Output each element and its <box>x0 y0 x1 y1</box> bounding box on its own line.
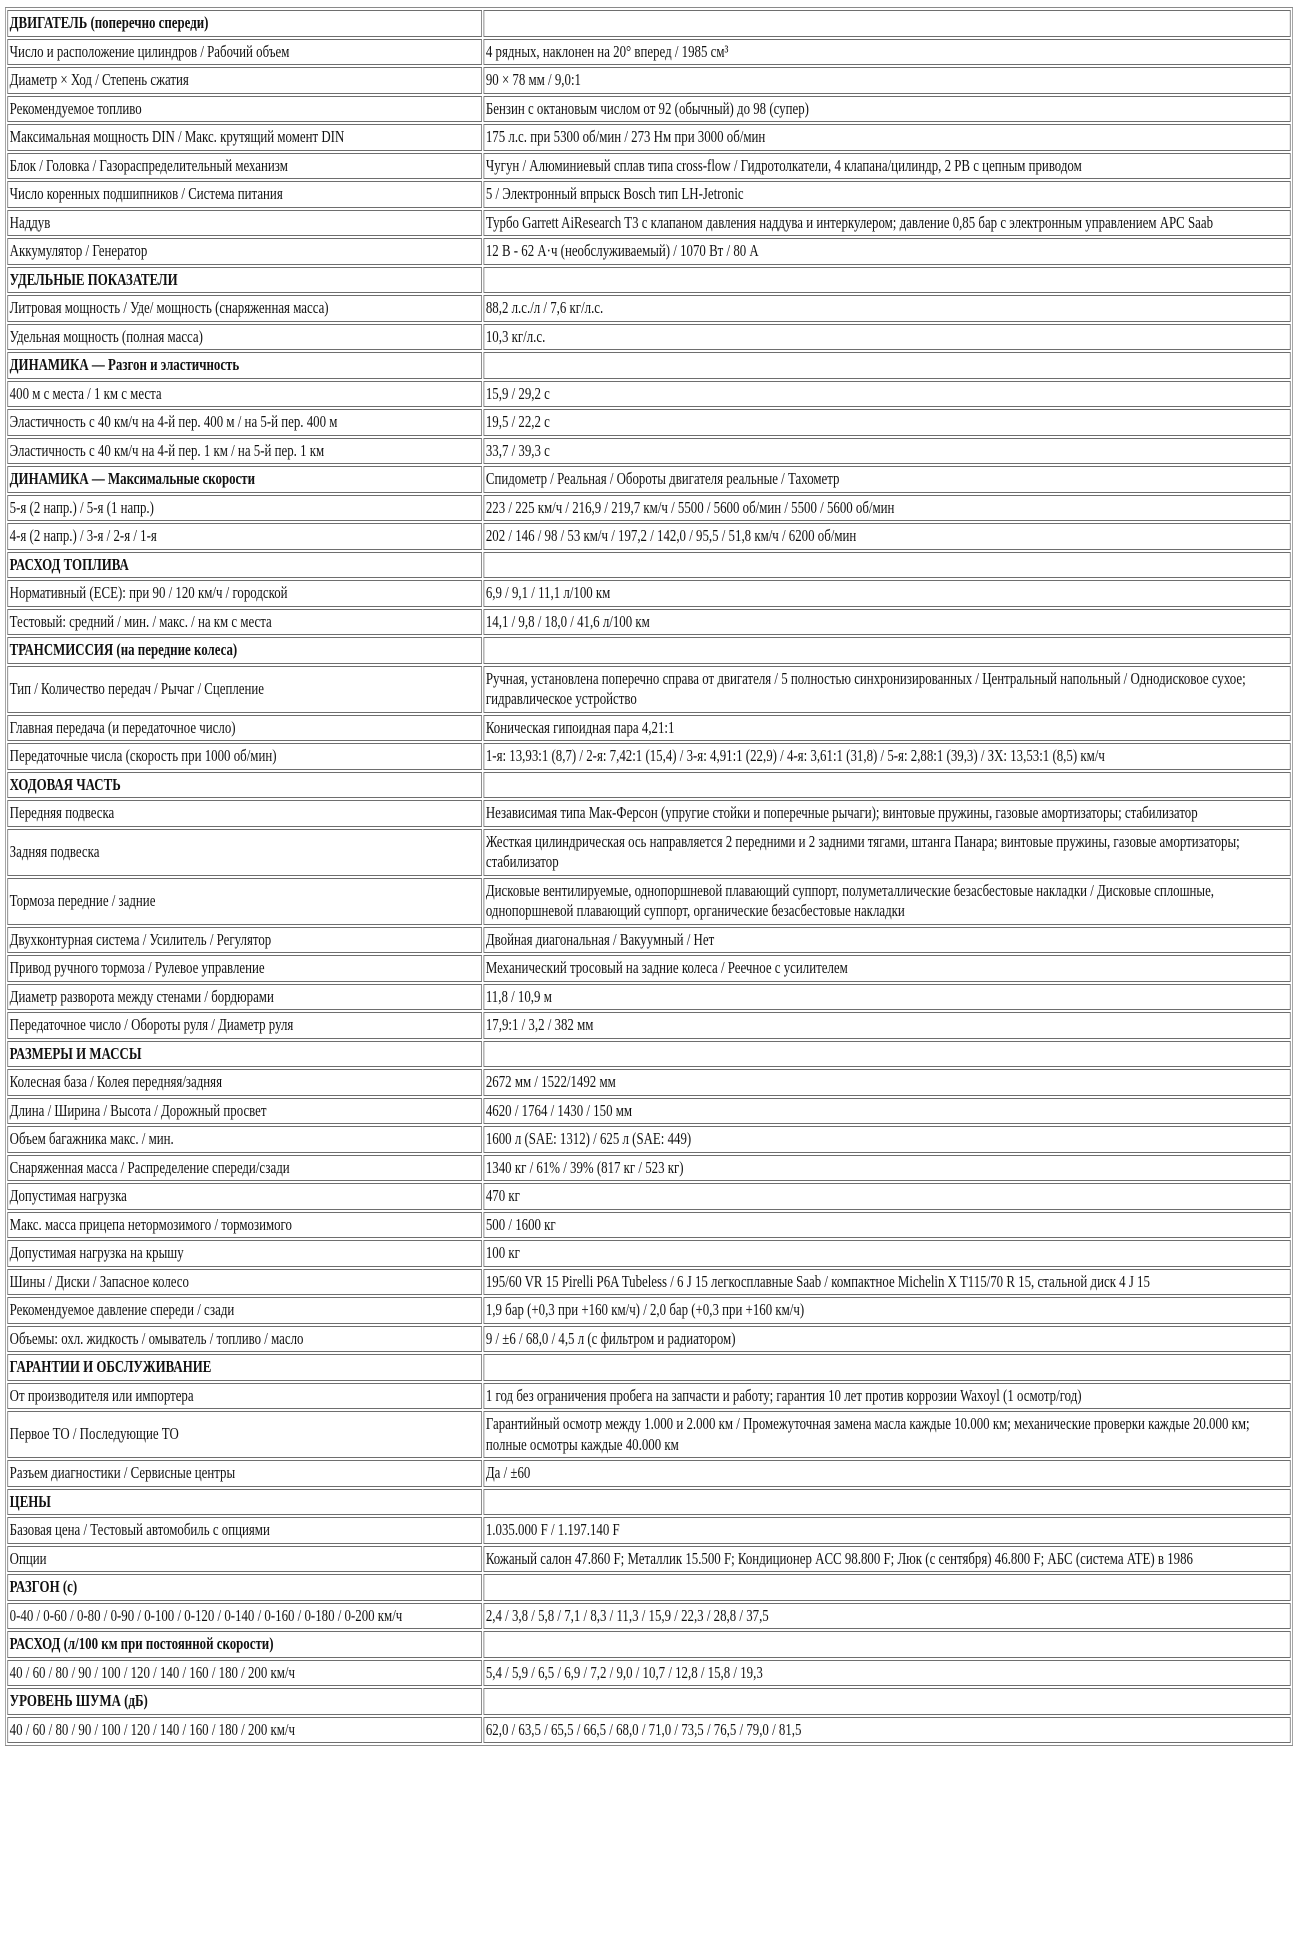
spec-label: Допустимая нагрузка <box>7 1183 482 1210</box>
section-title: ГАРАНТИИ И ОБСЛУЖИВАНИЕ <box>7 1354 482 1381</box>
spec-label: Максимальная мощность DIN / Макс. крутящий момент DIN <box>7 124 482 151</box>
spec-value: 1,9 бар (+0,3 при +160 км/ч) / 2,0 бар (+0,3 при +160 км/ч) <box>484 1297 1291 1324</box>
spec-row <box>7 1546 1290 1573</box>
spec-row <box>7 1383 1290 1410</box>
section-value <box>484 1041 1291 1068</box>
spec-label: Опции <box>7 1546 482 1573</box>
spec-label: 400 м с места / 1 км с места <box>7 381 482 408</box>
spec-label: Число коренных подшипников / Система питания <box>7 181 482 208</box>
spec-value: 1600 л (SAE: 1312) / 625 л (SAE: 449) <box>484 1126 1291 1153</box>
spec-value: 100 кг <box>484 1240 1291 1267</box>
spec-row <box>7 878 1290 925</box>
spec-value: 17,9:1 / 3,2 / 382 мм <box>484 1012 1291 1039</box>
spec-row <box>7 829 1290 876</box>
spec-value: 33,7 / 39,3 с <box>484 438 1291 465</box>
spec-row <box>7 1012 1290 1039</box>
spec-row <box>7 381 1290 408</box>
spec-value: Бензин с октановым числом от 92 (обычный) до 98 (супер) <box>484 96 1291 123</box>
section-value: Спидометр / Реальная / Обороты двигателя реальные / Тахометр <box>484 466 1291 493</box>
spec-label: Передаточное число / Обороты руля / Диаметр руля <box>7 1012 482 1039</box>
spec-row <box>7 715 1290 742</box>
spec-value: 14,1 / 9,8 / 18,0 / 41,6 л/100 км <box>484 609 1291 636</box>
spec-value: 2672 мм / 1522/1492 мм <box>484 1069 1291 1096</box>
section-header-row <box>7 352 1290 379</box>
spec-label: Тормоза передние / задние <box>7 878 482 925</box>
spec-row <box>7 955 1290 982</box>
spec-label: Рекомендуемое топливо <box>7 96 482 123</box>
spec-value: 1340 кг / 61% / 39% (817 кг / 523 кг) <box>484 1155 1291 1182</box>
spec-value: Двойная диагональная / Вакуумный / Нет <box>484 927 1291 954</box>
section-title: ХОДОВАЯ ЧАСТЬ <box>7 772 482 799</box>
spec-row <box>7 1660 1290 1687</box>
spec-value: 500 / 1600 кг <box>484 1212 1291 1239</box>
spec-value: 4620 / 1764 / 1430 / 150 мм <box>484 1098 1291 1125</box>
spec-row <box>7 1240 1290 1267</box>
spec-value: 10,3 кг/л.с. <box>484 324 1291 351</box>
spec-value: Механический тросовый на задние колеса / Реечное с усилителем <box>484 955 1291 982</box>
spec-row <box>7 96 1290 123</box>
spec-label: Передняя подвеска <box>7 800 482 827</box>
spec-label: Аккумулятор / Генератор <box>7 238 482 265</box>
spec-value: Дисковые вентилируемые, однопоршневой плавающий суппорт, полуметаллические безасбестовые накладки / Дисковые сплошные, однопоршневой плавающий суппорт, органические безасбестовые накладки <box>484 878 1291 925</box>
section-title: ДИНАМИКА — Разгон и эластичность <box>7 352 482 379</box>
section-title: ДИНАМИКА — Максимальные скорости <box>7 466 482 493</box>
spec-value: 11,8 / 10,9 м <box>484 984 1291 1011</box>
spec-value: 90 × 78 мм / 9,0:1 <box>484 67 1291 94</box>
spec-row <box>7 1411 1290 1458</box>
spec-row <box>7 39 1290 66</box>
spec-label: Эластичность с 40 км/ч на 4-й пер. 400 м / на 5-й пер. 400 м <box>7 409 482 436</box>
spec-value: 15,9 / 29,2 с <box>484 381 1291 408</box>
spec-row <box>7 1460 1290 1487</box>
section-value <box>484 267 1291 294</box>
spec-row <box>7 609 1290 636</box>
spec-label: Первое ТО / Последующие ТО <box>7 1411 482 1458</box>
spec-label: Передаточные числа (скорость при 1000 об/мин) <box>7 743 482 770</box>
spec-row <box>7 495 1290 522</box>
spec-label: Базовая цена / Тестовый автомобиль с опциями <box>7 1517 482 1544</box>
spec-value: 9 / ±6 / 68,0 / 4,5 л (с фильтром и радиатором) <box>484 1326 1291 1353</box>
spec-label: 0-40 / 0-60 / 0-80 / 0-90 / 0-100 / 0-120 / 0-140 / 0-160 / 0-180 / 0-200 км/ч <box>7 1603 482 1630</box>
spec-value: Независимая типа Мак-Ферсон (упругие стойки и поперечные рычаги); винтовые пружины, газовые амортизаторы; стабилизатор <box>484 800 1291 827</box>
spec-value: 1 год без ограничения пробега на запчасти и работу; гарантия 10 лет против коррозии Waxoyl (1 осмотр/год) <box>484 1383 1291 1410</box>
section-title: ДВИГАТЕЛЬ (поперечно спереди) <box>7 10 482 37</box>
spec-row <box>7 1069 1290 1096</box>
spec-label: Двухконтурная система / Усилитель / Регулятор <box>7 927 482 954</box>
spec-label: 5-я (2 напр.) / 5-я (1 напр.) <box>7 495 482 522</box>
spec-value: 6,9 / 9,1 / 11,1 л/100 км <box>484 580 1291 607</box>
spec-row <box>7 295 1290 322</box>
spec-value: 88,2 л.с./л / 7,6 кг/л.с. <box>484 295 1291 322</box>
spec-value: 175 л.с. при 5300 об/мин / 273 Нм при 3000 об/мин <box>484 124 1291 151</box>
spec-label: От производителя или импортера <box>7 1383 482 1410</box>
spec-label: Разъем диагностики / Сервисные центры <box>7 1460 482 1487</box>
spec-value: 62,0 / 63,5 / 65,5 / 66,5 / 68,0 / 71,0 / 73,5 / 76,5 / 79,0 / 81,5 <box>484 1717 1291 1744</box>
spec-label: 4-я (2 напр.) / 3-я / 2-я / 1-я <box>7 523 482 550</box>
spec-row <box>7 1717 1290 1744</box>
spec-row <box>7 438 1290 465</box>
spec-label: Объем багажника макс. / мин. <box>7 1126 482 1153</box>
section-header-row <box>7 1489 1290 1516</box>
spec-value: Жесткая цилиндрическая ось направляется 2 передними и 2 задними тягами, штанга Панара; винтовые пружины, газовые амортизаторы; стабилизатор <box>484 829 1291 876</box>
spec-row <box>7 1517 1290 1544</box>
spec-value: 1.035.000 F / 1.197.140 F <box>484 1517 1291 1544</box>
spec-label: Блок / Головка / Газораспределительный механизм <box>7 153 482 180</box>
spec-label: Главная передача (и передаточное число) <box>7 715 482 742</box>
section-value <box>484 552 1291 579</box>
section-header-row <box>7 1631 1290 1658</box>
spec-row <box>7 124 1290 151</box>
section-header-row <box>7 267 1290 294</box>
spec-row <box>7 1326 1290 1353</box>
spec-label: Диаметр × Ход / Степень сжатия <box>7 67 482 94</box>
spec-row <box>7 580 1290 607</box>
spec-row <box>7 210 1290 237</box>
spec-label: Тестовый: средний / мин. / макс. / на км с места <box>7 609 482 636</box>
spec-label: Удельная мощность (полная масса) <box>7 324 482 351</box>
spec-value: 2,4 / 3,8 / 5,8 / 7,1 / 8,3 / 11,3 / 15,9 / 22,3 / 28,8 / 37,5 <box>484 1603 1291 1630</box>
spec-row <box>7 1183 1290 1210</box>
spec-label: Объемы: охл. жидкость / омыватель / топливо / масло <box>7 1326 482 1353</box>
spec-row <box>7 1603 1290 1630</box>
spec-row <box>7 523 1290 550</box>
spec-row <box>7 800 1290 827</box>
section-title: РАСХОД ТОПЛИВА <box>7 552 482 579</box>
spec-label: Наддув <box>7 210 482 237</box>
specifications-table <box>5 7 1293 1746</box>
spec-label: Рекомендуемое давление спереди / сзади <box>7 1297 482 1324</box>
spec-label: Шины / Диски / Запасное колесо <box>7 1269 482 1296</box>
section-value <box>484 352 1291 379</box>
section-title: ТРАНСМИССИЯ (на передние колеса) <box>7 637 482 664</box>
spec-row <box>7 238 1290 265</box>
spec-label: Допустимая нагрузка на крышу <box>7 1240 482 1267</box>
section-header-row <box>7 772 1290 799</box>
spec-label: Привод ручного тормоза / Рулевое управление <box>7 955 482 982</box>
spec-value: Кожаный салон 47.860 F; Металлик 15.500 F; Кондиционер ACC 98.800 F; Люк (с сентября) 46.800 F; АБС (система ATE) в 1986 <box>484 1546 1291 1573</box>
spec-row <box>7 927 1290 954</box>
spec-value: Гарантийный осмотр между 1.000 и 2.000 км / Промежуточная замена масла каждые 10.000 км; механические проверки каждые 20.000 км; полные осмотры каждые 40.000 км <box>484 1411 1291 1458</box>
section-title: УРОВЕНЬ ШУМА (дБ) <box>7 1688 482 1715</box>
section-header-row <box>7 1574 1290 1601</box>
spec-row <box>7 1126 1290 1153</box>
spec-value: 202 / 146 / 98 / 53 км/ч / 197,2 / 142,0 / 95,5 / 51,8 км/ч / 6200 об/мин <box>484 523 1291 550</box>
section-header-row <box>7 1354 1290 1381</box>
spec-value: Турбо Garrett AiResearch T3 с клапаном давления наддува и интеркулером; давление 0,85 бар с электронным управлением APC Saab <box>484 210 1291 237</box>
spec-row <box>7 153 1290 180</box>
spec-value: Чугун / Алюминиевый сплав типа cross-flow / Гидротолкатели, 4 клапана/цилиндр, 2 РВ с цепным приводом <box>484 153 1291 180</box>
spec-row <box>7 1098 1290 1125</box>
spec-value: 1-я: 13,93:1 (8,7) / 2-я: 7,42:1 (15,4) / 3-я: 4,91:1 (22,9) / 4-я: 3,61:1 (31,8) / 5-я: 2,88:1 (39,3) / ЗХ: 13,53:1 (8,5) км/ч <box>484 743 1291 770</box>
spec-row <box>7 409 1290 436</box>
section-title: УДЕЛЬНЫЕ ПОКАЗАТЕЛИ <box>7 267 482 294</box>
spec-sheet <box>5 7 1291 1746</box>
spec-value: 12 В - 62 А·ч (необслуживаемый) / 1070 Вт / 80 А <box>484 238 1291 265</box>
section-value <box>484 637 1291 664</box>
spec-value: 19,5 / 22,2 с <box>484 409 1291 436</box>
spec-value: Ручная, установлена поперечно справа от двигателя / 5 полностью синхронизированных / Центральный напольный / Однодисковое сухое; гидравлическое устройство <box>484 666 1291 713</box>
section-value <box>484 1631 1291 1658</box>
spec-row <box>7 1297 1290 1324</box>
spec-label: Макс. масса прицепа нетормозимого / тормозимого <box>7 1212 482 1239</box>
spec-value: 5 / Электронный впрыск Bosch тип LH-Jetronic <box>484 181 1291 208</box>
spec-label: 40 / 60 / 80 / 90 / 100 / 120 / 140 / 160 / 180 / 200 км/ч <box>7 1717 482 1744</box>
spec-label: Колесная база / Колея передняя/задняя <box>7 1069 482 1096</box>
specifications-body <box>7 10 1290 1743</box>
spec-row <box>7 1212 1290 1239</box>
section-title: РАЗГОН (с) <box>7 1574 482 1601</box>
spec-label: Длина / Ширина / Высота / Дорожный просвет <box>7 1098 482 1125</box>
section-title: РАЗМЕРЫ И МАССЫ <box>7 1041 482 1068</box>
spec-label: Эластичность с 40 км/ч на 4-й пер. 1 км / на 5-й пер. 1 км <box>7 438 482 465</box>
section-value <box>484 1489 1291 1516</box>
section-title: ЦЕНЫ <box>7 1489 482 1516</box>
spec-label: Число и расположение цилиндров / Рабочий объем <box>7 39 482 66</box>
section-header-row <box>7 637 1290 664</box>
spec-row <box>7 1269 1290 1296</box>
spec-row <box>7 67 1290 94</box>
section-header-row <box>7 1041 1290 1068</box>
spec-row <box>7 181 1290 208</box>
spec-value: Да / ±60 <box>484 1460 1291 1487</box>
spec-label: Диаметр разворота между стенами / бордюрами <box>7 984 482 1011</box>
section-header-row <box>7 552 1290 579</box>
spec-label: Литровая мощность / Уде/ мощность (снаряженная масса) <box>7 295 482 322</box>
section-value <box>484 1688 1291 1715</box>
spec-value: 470 кг <box>484 1183 1291 1210</box>
spec-label: Снаряженная масса / Распределение спереди/сзади <box>7 1155 482 1182</box>
section-header-row <box>7 466 1290 493</box>
section-title: РАСХОД (л/100 км при постоянной скорости) <box>7 1631 482 1658</box>
spec-row <box>7 743 1290 770</box>
spec-row <box>7 324 1290 351</box>
spec-value: 5,4 / 5,9 / 6,5 / 6,9 / 7,2 / 9,0 / 10,7 / 12,8 / 15,8 / 19,3 <box>484 1660 1291 1687</box>
section-value <box>484 772 1291 799</box>
spec-value: 4 рядных, наклонен на 20° вперед / 1985 см³ <box>484 39 1291 66</box>
section-header-row <box>7 10 1290 37</box>
spec-value: 223 / 225 км/ч / 216,9 / 219,7 км/ч / 5500 / 5600 об/мин / 5500 / 5600 об/мин <box>484 495 1291 522</box>
section-value <box>484 1574 1291 1601</box>
spec-value: Коническая гипоидная пара 4,21:1 <box>484 715 1291 742</box>
spec-label: 40 / 60 / 80 / 90 / 100 / 120 / 140 / 160 / 180 / 200 км/ч <box>7 1660 482 1687</box>
spec-label: Задняя подвеска <box>7 829 482 876</box>
section-header-row <box>7 1688 1290 1715</box>
spec-row <box>7 666 1290 713</box>
spec-row <box>7 1155 1290 1182</box>
spec-row <box>7 984 1290 1011</box>
section-value <box>484 10 1291 37</box>
section-value <box>484 1354 1291 1381</box>
spec-value: 195/60 VR 15 Pirelli P6A Tubeless / 6 J 15 легкосплавные Saab / компактное Michelin X T115/70 R 15, стальной диск 4 J 15 <box>484 1269 1291 1296</box>
spec-label: Нормативный (ECE): при 90 / 120 км/ч / городской <box>7 580 482 607</box>
spec-label: Тип / Количество передач / Рычаг / Сцепление <box>7 666 482 713</box>
